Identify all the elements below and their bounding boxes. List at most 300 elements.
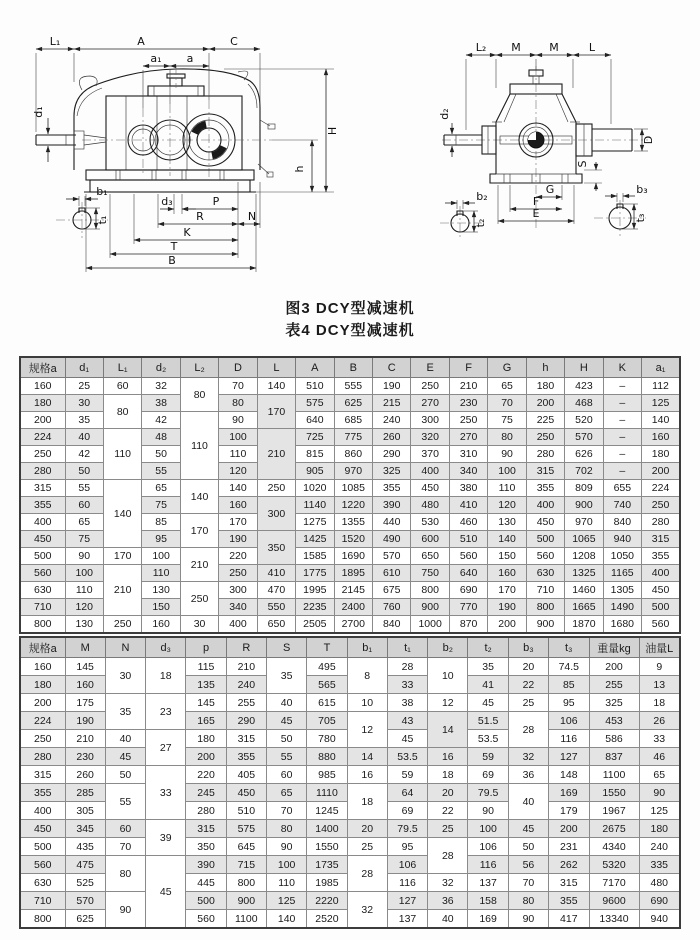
- table-cell: 970: [565, 514, 603, 531]
- dim-label-L: L: [588, 41, 596, 54]
- table-cell: 20: [508, 658, 548, 676]
- table-cell: 1895: [334, 565, 372, 582]
- table-cell: 190: [65, 712, 105, 730]
- table1-container: [19, 356, 681, 634]
- table-cell: 69: [387, 802, 427, 820]
- table-cell: 90: [468, 802, 508, 820]
- table-cell: 4340: [589, 838, 639, 856]
- table-cell: 80: [180, 378, 218, 412]
- dim-label-a1: a₁: [150, 52, 162, 65]
- table-cell: 106: [387, 856, 427, 874]
- column-header: L₂: [180, 357, 218, 378]
- table-cell: 10: [428, 658, 468, 694]
- table-cell: 560: [20, 565, 65, 582]
- table-caption: 表4 DCY型减速机: [285, 322, 415, 339]
- table-cell: 33: [146, 766, 186, 820]
- table-cell: 250: [411, 378, 449, 395]
- table-cell: 40: [105, 730, 145, 748]
- table-cell: 140: [642, 412, 680, 429]
- dim-label-L1: L₁: [49, 35, 61, 48]
- table-cell: 240: [226, 676, 266, 694]
- table-cell: 355: [642, 548, 680, 565]
- table-cell: 28: [387, 658, 427, 676]
- table-cell: 112: [642, 378, 680, 395]
- table-cell: 900: [526, 616, 564, 634]
- table-cell: 355: [226, 748, 266, 766]
- table-cell: 985: [307, 766, 347, 784]
- table-cell: 18: [639, 694, 680, 712]
- table-cell: 145: [186, 694, 226, 712]
- table-cell: 170: [103, 548, 141, 565]
- table-cell: 125: [642, 395, 680, 412]
- column-header: F: [449, 357, 487, 378]
- table-cell: 245: [186, 784, 226, 802]
- table-cell: 33: [387, 676, 427, 694]
- table-cell: 170: [219, 514, 257, 531]
- table-cell: 450: [226, 784, 266, 802]
- table-cell: 400: [20, 514, 65, 531]
- table-cell: 5320: [589, 856, 639, 874]
- table-cell: 200: [20, 694, 65, 712]
- table-cell: 240: [639, 838, 680, 856]
- table-cell: 110: [103, 429, 141, 480]
- table-cell: 1665: [565, 599, 603, 616]
- table-cell: 860: [334, 446, 372, 463]
- table-cell: 38: [387, 694, 427, 712]
- column-header: N: [105, 637, 145, 658]
- dim-label-t3: t₃: [634, 213, 647, 223]
- table-cell: 690: [639, 892, 680, 910]
- table-cell: 1000: [411, 616, 449, 634]
- table-cell: 340: [219, 599, 257, 616]
- table-cell: 39: [146, 820, 186, 856]
- table-cell: 50: [508, 838, 548, 856]
- table-cell: 100: [65, 565, 103, 582]
- table-cell: 655: [603, 480, 641, 497]
- table-cell: 18: [347, 784, 387, 820]
- table-cell: 55: [142, 463, 180, 480]
- dim-label-M1: M: [511, 41, 521, 54]
- table-cell: 780: [307, 730, 347, 748]
- table-cell: 210: [257, 429, 295, 480]
- dim-label-d2: d₂: [438, 108, 451, 120]
- table-cell: 120: [219, 463, 257, 480]
- dim-label-G: G: [545, 183, 555, 196]
- table-cell: 130: [65, 616, 103, 634]
- table-cell: 55: [266, 748, 306, 766]
- table-cell: 30: [180, 616, 218, 634]
- column-header: 规格a: [20, 637, 65, 658]
- table-cell: 280: [20, 748, 65, 766]
- table-cell: 335: [639, 856, 680, 874]
- table-cell: 775: [334, 429, 372, 446]
- table-cell: 170: [488, 582, 526, 599]
- table-cell: 300: [257, 497, 295, 531]
- table-cell: 725: [296, 429, 334, 446]
- table-cell: 90: [65, 548, 103, 565]
- table-cell: 468: [565, 395, 603, 412]
- table-cell: 500: [186, 892, 226, 910]
- table-cell: 70: [105, 838, 145, 856]
- table-cell: 260: [65, 766, 105, 784]
- table-cell: 1305: [603, 582, 641, 599]
- table-cell: 150: [142, 599, 180, 616]
- table-cell: 74.5: [549, 658, 589, 676]
- table-cell: 250: [103, 616, 141, 634]
- table-cell: 1460: [565, 582, 603, 599]
- table-cell: 32: [142, 378, 180, 395]
- table-cell: 13: [639, 676, 680, 694]
- table-cell: 80: [105, 856, 145, 892]
- table-cell: 555: [334, 378, 372, 395]
- table-cell: 1967: [589, 802, 639, 820]
- table-cell: 250: [180, 582, 218, 616]
- table-cell: 450: [526, 514, 564, 531]
- table-cell: 450: [642, 582, 680, 599]
- table-cell: 25: [347, 838, 387, 856]
- table-cell: 45: [468, 694, 508, 712]
- column-header: E: [411, 357, 449, 378]
- table-cell: 45: [266, 712, 306, 730]
- column-header: H: [565, 357, 603, 378]
- table-cell: 840: [603, 514, 641, 531]
- table-cell: 12: [347, 712, 387, 748]
- table-cell: 905: [296, 463, 334, 480]
- table-cell: 125: [266, 892, 306, 910]
- table-cell: 325: [373, 463, 411, 480]
- column-header: L₁: [103, 357, 141, 378]
- column-header: 重量kg: [589, 637, 639, 658]
- table-cell: 28: [508, 712, 548, 748]
- table-cell: 1490: [603, 599, 641, 616]
- table-cell: 179: [549, 802, 589, 820]
- table-cell: 800: [411, 582, 449, 599]
- table-cell: 9600: [589, 892, 639, 910]
- table-cell: 137: [468, 874, 508, 892]
- table-cell: 100: [142, 548, 180, 565]
- table-cell: 1085: [334, 480, 372, 497]
- table-cell: 1550: [307, 838, 347, 856]
- table-cell: 200: [549, 820, 589, 838]
- table-cell: 180: [20, 395, 65, 412]
- table-cell: 570: [373, 548, 411, 565]
- table-cell: 190: [373, 378, 411, 395]
- table-cell: 510: [449, 531, 487, 548]
- table-cell: 1690: [334, 548, 372, 565]
- table-cell: 2675: [589, 820, 639, 838]
- column-header: t₃: [549, 637, 589, 658]
- table-cell: 32: [347, 892, 387, 929]
- table-cell: 250: [642, 497, 680, 514]
- table-cell: 210: [65, 730, 105, 748]
- table-cell: 169: [549, 784, 589, 802]
- table-cell: –: [603, 395, 641, 412]
- table-cell: 12: [428, 694, 468, 712]
- dim-label-b2: b₂: [476, 190, 488, 203]
- table-cell: 250: [526, 429, 564, 446]
- column-header: p: [186, 637, 226, 658]
- table-cell: 1325: [565, 565, 603, 582]
- table-cell: 250: [20, 730, 65, 748]
- table-cell: 45: [508, 820, 548, 838]
- table-cell: 1065: [565, 531, 603, 548]
- table-cell: 1208: [565, 548, 603, 565]
- table-cell: 150: [488, 548, 526, 565]
- figure-side-view: [24, 4, 359, 294]
- table-cell: 740: [603, 497, 641, 514]
- table-cell: 60: [65, 497, 103, 514]
- table-cell: 200: [186, 748, 226, 766]
- figure-caption: 图3 DCY型减速机: [285, 300, 415, 317]
- table-cell: 106: [549, 712, 589, 730]
- table-cell: 160: [488, 565, 526, 582]
- column-header: S: [266, 637, 306, 658]
- column-header: K: [603, 357, 641, 378]
- table-cell: 80: [103, 395, 141, 429]
- table-cell: 900: [226, 892, 266, 910]
- table-cell: 160: [20, 378, 65, 395]
- table-cell: 200: [526, 395, 564, 412]
- table-cell: 340: [449, 463, 487, 480]
- table-cell: 7170: [589, 874, 639, 892]
- table-cell: 380: [449, 480, 487, 497]
- table-cell: 2235: [296, 599, 334, 616]
- dim-label-A: A: [137, 35, 145, 48]
- table-cell: 20: [428, 784, 468, 802]
- table-cell: 115: [186, 658, 226, 676]
- table-cell: 702: [565, 463, 603, 480]
- table-cell: 1995: [296, 582, 334, 599]
- table-cell: 106: [468, 838, 508, 856]
- dim-label-d3: d₃: [161, 195, 173, 208]
- table-cell: 450: [20, 531, 65, 548]
- table-cell: 230: [65, 748, 105, 766]
- table-cell: 180: [186, 730, 226, 748]
- table-cell: 1100: [589, 766, 639, 784]
- dim-label-a: a: [186, 52, 194, 65]
- table-cell: 500: [642, 599, 680, 616]
- table-cell: 200: [589, 658, 639, 676]
- table-cell: 127: [549, 748, 589, 766]
- table-cell: 20: [347, 820, 387, 838]
- table-cell: 710: [20, 892, 65, 910]
- table-cell: 315: [186, 820, 226, 838]
- table-cell: 148: [549, 766, 589, 784]
- table-cell: 165: [186, 712, 226, 730]
- table-cell: 130: [488, 514, 526, 531]
- table-cell: 550: [257, 599, 295, 616]
- table-cell: 410: [257, 565, 295, 582]
- table-cell: 940: [603, 531, 641, 548]
- table-cell: 345: [65, 820, 105, 838]
- table-cell: 630: [526, 565, 564, 582]
- table-cell: 675: [373, 582, 411, 599]
- table-cell: 480: [639, 874, 680, 892]
- column-header: d₁: [65, 357, 103, 378]
- table-cell: 630: [20, 582, 65, 599]
- table-cell: 285: [65, 784, 105, 802]
- table-cell: 28: [428, 838, 468, 874]
- table-cell: 220: [219, 548, 257, 565]
- table-cell: 70: [508, 874, 548, 892]
- table-cell: 445: [186, 874, 226, 892]
- table-cell: 69: [468, 766, 508, 784]
- table-cell: 13340: [589, 910, 639, 929]
- table-cell: 2145: [334, 582, 372, 599]
- column-header: b₁: [347, 637, 387, 658]
- table-cell: 417: [549, 910, 589, 929]
- table-cell: 127: [387, 892, 427, 910]
- table-cell: 40: [65, 429, 103, 446]
- column-header: D: [219, 357, 257, 378]
- table-cell: 75: [65, 531, 103, 548]
- table-cell: 970: [334, 463, 372, 480]
- table-cell: 435: [65, 838, 105, 856]
- table-cell: 350: [257, 531, 295, 565]
- table-cell: 210: [449, 378, 487, 395]
- table-cell: –: [603, 446, 641, 463]
- table-cell: 60: [105, 820, 145, 838]
- table-cell: 53.5: [387, 748, 427, 766]
- table-cell: 710: [20, 599, 65, 616]
- table-cell: 8: [347, 658, 387, 694]
- column-header: M: [65, 637, 105, 658]
- table-cell: 1550: [589, 784, 639, 802]
- table-cell: 160: [219, 497, 257, 514]
- table-cell: 440: [373, 514, 411, 531]
- table-cell: 14: [428, 712, 468, 748]
- table-cell: 1165: [603, 565, 641, 582]
- gear-case: [106, 96, 242, 170]
- table-cell: 130: [142, 582, 180, 599]
- table-cell: 2505: [296, 616, 334, 634]
- table-cell: 400: [642, 565, 680, 582]
- table-cell: 705: [307, 712, 347, 730]
- table-cell: 500: [20, 548, 65, 565]
- table-cell: 685: [334, 412, 372, 429]
- table-cell: 55: [105, 784, 145, 820]
- table-cell: 110: [219, 446, 257, 463]
- table2-container: [19, 636, 681, 929]
- table-cell: 110: [488, 480, 526, 497]
- table-cell: 90: [639, 784, 680, 802]
- table-cell: 140: [488, 531, 526, 548]
- table-cell: 250: [20, 446, 65, 463]
- table-cell: 50: [266, 730, 306, 748]
- table-cell: 85: [142, 514, 180, 531]
- dimension-table-1: [19, 356, 681, 634]
- dim-label-h: h: [293, 165, 306, 173]
- table-cell: 800: [20, 910, 65, 929]
- table-cell: 225: [526, 412, 564, 429]
- table-cell: 530: [411, 514, 449, 531]
- table-cell: 75: [142, 497, 180, 514]
- table-cell: 2520: [307, 910, 347, 929]
- table-cell: 640: [449, 565, 487, 582]
- table-cell: 355: [526, 480, 564, 497]
- table-cell: 59: [468, 748, 508, 766]
- table-cell: 390: [186, 856, 226, 874]
- table-cell: 36: [428, 892, 468, 910]
- table-cell: 1110: [307, 784, 347, 802]
- table-cell: 224: [20, 429, 65, 446]
- table-cell: 110: [266, 874, 306, 892]
- table-cell: 355: [20, 497, 65, 514]
- table-cell: 80: [488, 429, 526, 446]
- table-cell: 95: [387, 838, 427, 856]
- table-cell: 560: [20, 856, 65, 874]
- table-cell: 870: [449, 616, 487, 634]
- column-header: t₁: [387, 637, 427, 658]
- table-cell: 475: [65, 856, 105, 874]
- table-cell: 40: [508, 784, 548, 820]
- table-cell: 210: [226, 658, 266, 676]
- table-cell: 65: [488, 378, 526, 395]
- table-cell: 1425: [296, 531, 334, 548]
- table-cell: 160: [642, 429, 680, 446]
- table-cell: 51.5: [468, 712, 508, 730]
- dim-label-T: T: [170, 240, 178, 253]
- table-cell: 116: [468, 856, 508, 874]
- table-cell: 260: [373, 429, 411, 446]
- table-cell: 190: [219, 531, 257, 548]
- table-cell: 180: [639, 820, 680, 838]
- table-cell: 42: [142, 412, 180, 429]
- table-cell: 940: [639, 910, 680, 929]
- table-cell: 495: [307, 658, 347, 676]
- table-cell: 35: [266, 658, 306, 694]
- table-cell: 100: [219, 429, 257, 446]
- table-cell: 460: [449, 514, 487, 531]
- table-cell: 1680: [603, 616, 641, 634]
- table-cell: 160: [20, 658, 65, 676]
- table-cell: 90: [105, 892, 145, 929]
- table-cell: 640: [296, 412, 334, 429]
- table-cell: 90: [266, 838, 306, 856]
- table-cell: 110: [180, 412, 218, 480]
- column-header: d₂: [142, 357, 180, 378]
- column-header: b₃: [508, 637, 548, 658]
- table-cell: 41: [468, 676, 508, 694]
- table-cell: 250: [219, 565, 257, 582]
- table-cell: 160: [142, 616, 180, 634]
- table-cell: 140: [219, 480, 257, 497]
- table-cell: 645: [226, 838, 266, 856]
- table-cell: 575: [226, 820, 266, 838]
- table-cell: 32: [508, 748, 548, 766]
- table-cell: 837: [589, 748, 639, 766]
- dim-label-K: K: [183, 226, 191, 239]
- column-header: 油量L: [639, 637, 680, 658]
- table-cell: 30: [105, 658, 145, 694]
- dim-label-C: C: [230, 35, 238, 48]
- table-cell: 255: [589, 676, 639, 694]
- table-cell: 900: [565, 497, 603, 514]
- table-cell: 710: [526, 582, 564, 599]
- table-cell: 500: [20, 838, 65, 856]
- table-cell: 50: [65, 463, 103, 480]
- table-cell: 315: [20, 766, 65, 784]
- table-cell: 1355: [334, 514, 372, 531]
- table-cell: 55: [65, 480, 103, 497]
- dim-label-H: H: [326, 126, 339, 136]
- table-cell: 2220: [307, 892, 347, 910]
- table-cell: 190: [488, 599, 526, 616]
- column-header: C: [373, 357, 411, 378]
- table-cell: 575: [296, 395, 334, 412]
- dim-label-b1: b₁: [96, 185, 108, 198]
- table-cell: 610: [373, 565, 411, 582]
